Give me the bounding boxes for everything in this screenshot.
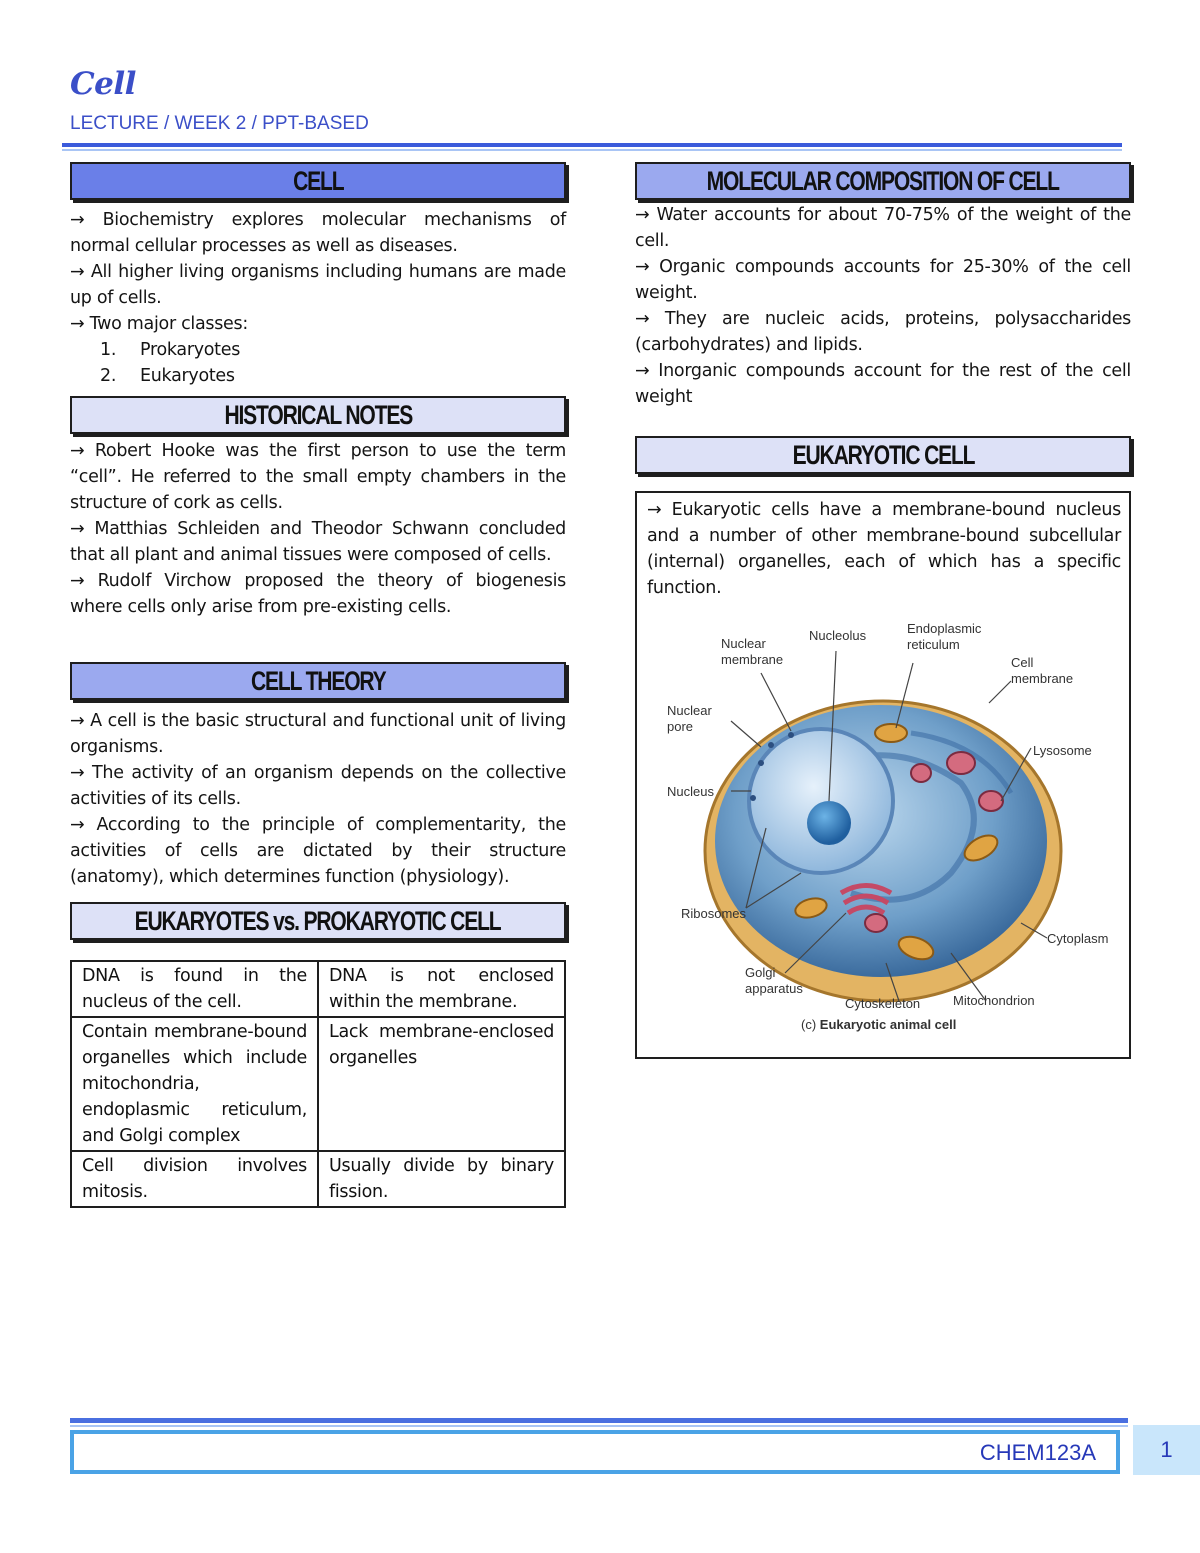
lysosome-shape [911, 764, 931, 782]
cell-heading: CELL [70, 162, 566, 200]
label-golgi-apparatus: apparatus [745, 981, 803, 996]
eukaryotic-cell-diagram [661, 623, 1111, 1043]
eukaryotic-cell-box [635, 491, 1131, 1059]
footer-bar [70, 1430, 1120, 1474]
theory-line: → A cell is the basic structural and functional unit of living organisms. [70, 711, 566, 757]
document-subtitle: LECTURE / WEEK 2 / PPT-BASED [70, 113, 369, 134]
table-cell: Lack membrane-enclosed organelles [318, 1017, 565, 1151]
nuclear-pore-shape [788, 732, 794, 738]
label-nucleolus: Nucleolus [809, 628, 867, 643]
historical-notes-body [70, 438, 566, 620]
label-nuclear-pore: Nuclear [667, 703, 712, 718]
class-list-item: 2. Eukaryotes [100, 366, 235, 386]
label-golgi-apparatus: Golgi [745, 965, 776, 980]
cell-theory-body [70, 708, 566, 890]
table-cell: DNA is not enclosed within the membrane. [318, 961, 565, 1017]
top-divider-light [62, 149, 1122, 151]
nucleus-shape [749, 729, 893, 873]
label-nuclear-membrane: Nuclear [721, 636, 766, 651]
cell-theory-heading: CELL THEORY [70, 662, 566, 700]
label-nucleus: Nucleus [667, 784, 714, 799]
theory-line: → The activity of an organism depends on the collective activities of its cells. [70, 763, 566, 809]
theory-line: → According to the principle of complementarity, the activities of cells are dictated by their structure (anatomy), which determines function (physiology). [70, 815, 566, 887]
historical-line: → Robert Hooke was the first person to use the term “cell”. He referred to the small empty chambers in the structure of cork as cells. [70, 441, 566, 513]
lysosome-shape [947, 752, 975, 774]
page-number: 1 [1133, 1425, 1200, 1475]
label-nuclear-pore: pore [667, 719, 694, 734]
lysosome-shape [979, 791, 1003, 811]
historical-line: → Matthias Schleiden and Theodor Schwann concluded that all plant and animal tissues were composed of cells. [70, 519, 566, 565]
cell-line: → Two major classes: [70, 314, 248, 334]
mitochondrion-shape [875, 724, 907, 742]
cell-section-body [70, 207, 566, 389]
cell-line: → Biochemistry explores molecular mechanisms of normal cellular processes as well as diseases. [70, 210, 566, 256]
table-cell: Contain membrane-bound organelles which include mitochondria, endoplasmic reticulum, and Golgi complex [71, 1017, 318, 1151]
label-cytoplasm: Cytoplasm [1047, 931, 1109, 946]
bottom-divider [70, 1418, 1128, 1423]
table-cell: Cell division involves mitosis. [71, 1151, 318, 1207]
nuclear-pore-shape [768, 742, 774, 748]
table-row [71, 1017, 565, 1151]
molecular-composition-heading: MOLECULAR COMPOSITION OF CELL [635, 162, 1131, 200]
nuclear-pore-shape [750, 795, 756, 801]
label-cytoskeleton: Cytoskeleton [845, 996, 921, 1011]
figure-caption: (c) Eukaryotic animal cell [801, 1017, 957, 1032]
molecular-line: → Organic compounds accounts for 25-30% of the cell weight. [635, 257, 1131, 303]
label-endoplasmic-reticulum: reticulum [907, 637, 960, 652]
course-code: CHEM123A [979, 1440, 1096, 1465]
molecular-line: → Water accounts for about 70-75% of the weight of the cell. [635, 205, 1131, 251]
molecular-line: → They are nucleic acids, proteins, polysaccharides (carbohydrates) and lipids. [635, 309, 1131, 355]
label-mitochondrion: Mitochondrion [953, 993, 1035, 1008]
label-cell-membrane: Cell [1011, 655, 1034, 670]
eukaryotic-cell-heading: EUKARYOTIC CELL [635, 436, 1131, 474]
table-row [71, 1151, 565, 1207]
comparison-table [70, 960, 566, 1208]
label-lysosome: Lysosome [1033, 743, 1092, 758]
label-nuclear-membrane: membrane [721, 652, 784, 667]
document-title: Cell [70, 66, 136, 102]
historical-line: → Rudolf Virchow proposed the theory of biogenesis where cells only arise from pre-existing cells. [70, 571, 566, 617]
molecular-composition-body [635, 202, 1131, 410]
eukaryotic-cell-text: → Eukaryotic cells have a membrane-bound nucleus and a number of other membrane-bound subcellular (internal) organelles, each of which has a specific function. [647, 500, 1121, 598]
cell-line: → All higher living organisms including humans are made up of cells. [70, 262, 566, 308]
molecular-line: → Inorganic compounds account for the rest of the cell weight [635, 361, 1131, 407]
label-ribosomes: Ribosomes [681, 906, 747, 921]
nuclear-pore-shape [758, 760, 764, 766]
nucleolus-shape [807, 801, 851, 845]
historical-notes-heading: HISTORICAL NOTES [70, 396, 566, 434]
bottom-divider-light [70, 1425, 1128, 1427]
table-cell: Usually divide by binary fission. [318, 1151, 565, 1207]
table-row [71, 961, 565, 1017]
class-list-item: 1. Prokaryotes [100, 340, 241, 360]
label-endoplasmic-reticulum: Endoplasmic [907, 623, 982, 636]
label-cell-membrane: membrane [1011, 671, 1074, 686]
top-divider [62, 143, 1122, 147]
lysosome-shape [865, 914, 887, 932]
table-cell: DNA is found in the nucleus of the cell. [71, 961, 318, 1017]
comparison-heading: EUKARYOTES vs. PROKARYOTIC CELL [70, 902, 566, 940]
